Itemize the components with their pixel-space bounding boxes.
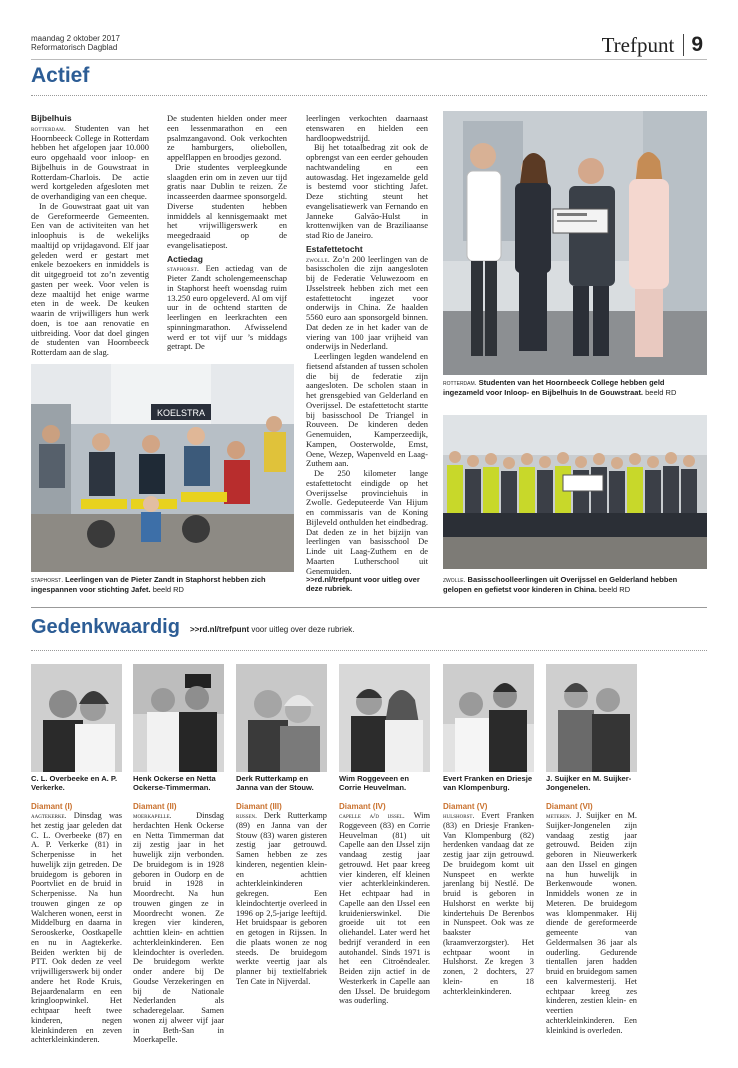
couple-names: J. Suijker en M. Suijker-Jongenelen. xyxy=(546,774,632,792)
caption-credit: beeld RD xyxy=(645,388,677,397)
paragraph: Evert Franken (83) en Driesje Franken-Van Klompenburg (82) herdenken vandaag dat ze zestig jaar zijn getrouwd. De bruidegom komt uit Nunspeet en werkte jarenlang bij Nestlé. De bruid is geboren in Hulshorst en werkte bij kindertehuis De Berenbos in Nunspeet. Ook was ze baakster (kraamverzorgster). Het echtpaar woont in Hulshorst. Ze kregen 3 zonen, 2 dochters, 27 klein- en 18 achterkleinkinderen. xyxy=(443,811,534,996)
anniversary-heading: Diamant (V) xyxy=(443,802,488,811)
gedenkwaardig-link-note xyxy=(190,625,355,634)
caption-staphorst xyxy=(31,575,295,594)
anniversary-heading: Diamant (IV) xyxy=(339,802,386,811)
paragraph: Dinsdag herdachten Henk Ockerse en Netta Timmerman dat zij zestig jaar in het huwelijk zijn verbonden. De bruidegom is in 1928 geboren in Oudorp en de bruid in 1928 in Moordrecht. Na hun trouwen gingen ze in Moordrecht wonen. Ze kregen vier kinderen, achttien klein- en achttien achterkleinkinderen. Een kleindochter is overleden. De bruidegom werkte onder andere bij De Goudse Verzekeringen en bij de Nationale Nederlanden als schaderegelaar. Samen wonen zij alweer vijf jaar in Beth-San in Moerkapelle. xyxy=(133,811,224,1045)
article-heading-bijbelhuis: Bijbelhuis xyxy=(31,113,72,123)
paragraph: Een actiedag van de Pieter Zandt scholengemeenschap in Staphorst heeft woensdag ruim 13.250 euro opgeleverd. Al om vijf uur in de ochtend startten de leerlingen en leerkrachten een spinningmarathon. Afwisselend werd er tot vijf uur ’s middags getrapt. De xyxy=(167,263,288,352)
paragraph: Zo’n 200 leerlingen van de basisscholen die zijn aangesloten bij de Federatie Veluwezoom en IJsselstreek hebben zich met een estafettetocht ingezet voor onderwijs in China. Ze haalden 5560 euro aan sponsorgeld binnen. Dat deden ze in het kader van de viering van 100 jaar vrijheid van onderwijs in Nederland. xyxy=(306,253,428,352)
anniversary-text xyxy=(443,811,534,996)
couple-card xyxy=(339,664,430,1006)
koelstra-banner: KOELSTRA xyxy=(156,408,206,418)
caption-credit: beeld RD xyxy=(598,585,631,594)
couple-names: C. L. Overbeeke en A. P. Verkerke. xyxy=(31,774,118,792)
paragraph: J. Suijker en M. Suijker-Jongenelen zijn vandaag zestig jaar getrouwd. Beiden zijn geboren in Nieuwerkerk aan den IJssel en gingen na hun huwelijk in Berkenwoude wonen. Inmiddels wonen ze in Meteren. De bruidegom was klompenmaker. Hij diende de gereformeerde gemeente van Geldermalsen 36 jaar als ouderling. Gedurende tientallen jaren hadden bruid en bruidegom samen een kalvermesterij. Het echtpaar kreeg zes kinderen, zestien klein- en veertien achterkleinkinderen. Een kleinkind is overleden. xyxy=(546,811,637,1035)
rubriek-link-text: voor uitleg over deze rubriek. xyxy=(249,625,355,634)
photo-zwolle-group xyxy=(443,415,707,569)
paragraph: De 250 kilometer lange estafettetocht eindigde op het Overijsselse provinciehuis in Zwolle. Gedeputeerde Van Hijum en commissaris van de Koning Bijleveld onthulden het eindbedrag. Dat deden ze in het bijzijn van leerlingen van basisschool De Linde uit Laag-Zuthem en de Maarten Lutherschool uit Genemuiden. xyxy=(306,468,428,576)
gedenkwaardig-title: Gedenkwaardig xyxy=(31,616,180,638)
paragraph: Dinsdag was het zestig jaar geleden dat C. L. Overbeeke (87) en A. P. Verkerke (81) in Scherpenisse in het huwelijk zijn getreden. De bruidegom is geboren in Poortvliet en de bruid in Scherpenisse. Na hun trouwen gingen ze op Walcheren wonen, eerst in Middelburg en daarna in Serooskerke, Oostkapelle en nu in Aagtekerke. Beiden werkten bij de PTT. Ook deden ze veel vrijwilligerswerk bij onder andere het Rode Kruis, Bejaardenalarm en een kringloopwinkel. Het echtpaar heeft twee kinderen, negen kleinkinderen en zeven achterkleinkinderen. xyxy=(31,811,122,1045)
paragraph: leerlingen verkochten daarnaast etenswaren en hielden een hardloopwedstrijd. xyxy=(306,113,428,143)
paragraph: Wim Roggeveen (83) en Corrie Heuvelman (81) uit Capelle aan den IJssel zijn vandaag zestig jaar getrouwd. Het paar kreeg vier kinderen, elf kleinen vier achterkleinkinderen. Het echtpaar had in Capelle aan den IJssel een kruidenierswinkel. Die groeide uit tot een oliehandel. Later werd het bedrijf veranderd in een autohandel. Sinds 1971 is het een Citroëndealer. Beiden zijn actief in de Westerkerk in Capelle aan den IJssel. De bruidegom was ouderling. xyxy=(339,811,430,1006)
caption-text: Studenten van het Hoornbeeck College hebben geld ingezameld voor Inloop- en Bijbelhuis In de Gouwstraat. xyxy=(443,378,665,397)
newspaper-name: Reformatorisch Dagblad xyxy=(31,43,118,52)
couple-card xyxy=(443,664,534,996)
dateline: hulshorst. xyxy=(443,811,475,820)
dateline: aagtekerke. xyxy=(31,811,67,820)
caption-text: >>rd.nl/trefpunt voor uitleg over deze rubriek. xyxy=(306,575,420,593)
paragraph: De studenten hielden onder meer een lessenmarathon en een psalmzangavond. Ook verkochten ze hamburgers, oliebollen, appelflappen en broodjes gezond. xyxy=(167,113,287,162)
dateline: staphorst. xyxy=(167,264,200,274)
issue-date: maandag 2 oktober 2017 xyxy=(31,34,120,43)
couple-names: Derk Rutterkamp en Janna van der Stouw. xyxy=(236,774,314,792)
article-heading-actiedag: Actiedag xyxy=(167,253,203,264)
couple-photo xyxy=(443,664,534,772)
caption-location: zwolle. xyxy=(443,577,466,584)
couple-card xyxy=(31,664,122,1045)
paragraph: Leerlingen legden wandelend en fietsend afstanden af tussen scholen die bij de federatie zijn aangesloten. De scholen staan in het grensgebied van Gelderland en Overijssel. De estafettetocht startte bij basisschool De Triangel in Rouveen. De kinderen deden Genemuiden, Kamperzeedijk, Kampen, Oosterwolde, Emst, Oene, Wezep, Wapenveld en Laag-Zuthem aan. xyxy=(306,351,428,469)
masthead-date xyxy=(31,34,120,52)
couple-photo xyxy=(31,664,122,772)
section-rule xyxy=(31,95,707,96)
couple-names: Evert Franken en Driesje van Klompenburg. xyxy=(443,774,533,792)
supplement-name: Trefpunt xyxy=(602,34,685,56)
dateline: rijssen. xyxy=(236,811,258,820)
caption-text: Leerlingen van de Pieter Zandt in Staphorst hebben zich ingespannen voor stichting Jafet. xyxy=(31,575,266,594)
paragraph: In de Gouwstraat gaat uit van de Gereformeerde Gemeenten. Een van de activiteiten van het inloophuis is de wekelijks maaltijd op vrijdagavond. Elf jaar geleden werd er gestart met enkele bezoekers en inmiddels is dit uitgegroeid tot zo’n zeventig gasten per week. Voor velen is deze maaltijd het enige warme eten in de week. De keuken waarin de vrijwilligers hun werk doen, is toe aan renovatie en uitbreiding. Voor dat doel gingen de studenten van Hoornbeeck Rotterdam aan de slag. xyxy=(31,200,149,357)
dateline: zwolle. xyxy=(306,254,330,264)
anniversary-text xyxy=(31,811,122,1045)
anniversary-heading: Diamant (II) xyxy=(133,802,177,811)
page-number: 9 xyxy=(691,33,703,56)
anniversary-text xyxy=(546,811,637,1035)
header-rule xyxy=(31,59,707,60)
anniversary-text xyxy=(236,811,327,987)
anniversary-heading: Diamant (III) xyxy=(236,802,282,811)
caption-rotterdam xyxy=(443,378,707,397)
article-heading-estafettetocht: Estafettetocht xyxy=(306,243,363,254)
caption-zwolle xyxy=(443,575,707,594)
couple-card xyxy=(133,664,224,1045)
anniversary-text xyxy=(133,811,224,1045)
paragraph: Bij het totaalbedrag zit ook de opbrengst van een eerder gehouden nachtwandeling en een autowasdag. Het ingezamelde geld is bestemd voor stichting Jafet. Deze stichting steunt het evangelisatiewerk van Fernando en Janneke Galvão-Hulst in krottenwijken van de Braziliaanse stad Rio de Janeiro. xyxy=(306,142,428,240)
couple-card xyxy=(546,664,637,1035)
paragraph: Studenten van het Hoornbeeck College in Rotterdam hebben het afgelopen jaar 10.000 euro opgehaald voor inloop- en Bijbelhuis in de Gouwstraat in Rotterdam-Charlois. De actie werd kortgeleden afgesloten met de overhandiging van een cheque. xyxy=(31,122,149,201)
photo-rotterdam-cheque xyxy=(443,111,707,375)
couple-photo xyxy=(236,664,327,772)
paragraph: Drie studentes verpleegkunde slaagden erin om in zeven uur tijd gratis naar Dublin te reizen. Ze incasseerden daarmee sponsorgeld. Diverse studenten hebben inmiddels al kennisgemaakt met het vrijwilligerswerk en meegedraaid op de evangelisatiepost. xyxy=(167,161,287,250)
dateline: rotterdam. xyxy=(31,123,66,133)
article-column-1 xyxy=(31,114,149,358)
article-column-2 xyxy=(167,114,287,352)
couple-photo xyxy=(133,664,224,772)
caption-location: staphorst. xyxy=(31,577,64,584)
anniversary-heading: Diamant (I) xyxy=(31,802,73,811)
dateline: meteren. xyxy=(546,811,572,820)
caption-location: rotterdam. xyxy=(443,380,477,387)
couple-photo xyxy=(339,664,430,772)
dateline: moerkapelle. xyxy=(133,811,172,820)
article-column-3 xyxy=(306,114,428,576)
anniversary-heading: Diamant (VI) xyxy=(546,802,593,811)
couple-names: Henk Ockerse en Netta Ockerse-Timmerman. xyxy=(133,774,216,792)
photo-staphorst-spinning xyxy=(31,364,294,572)
dateline: capelle a/d ijssel. xyxy=(339,811,405,820)
gedenkwaardig-dotrule xyxy=(31,650,707,651)
couple-card xyxy=(236,664,327,987)
caption-credit: beeld RD xyxy=(152,585,184,594)
caption-text: Basisschoolleerlingen uit Overijssel en Gelderland hebben gelopen en gefietst voor kinderen in China. xyxy=(443,575,678,594)
rubriek-link[interactable]: >>rd.nl/trefpunt xyxy=(190,625,250,634)
masthead-right xyxy=(602,32,703,58)
couple-names: Wim Roggeveen en Corrie Heuvelman. xyxy=(339,774,409,792)
section-title: Actief xyxy=(31,64,90,87)
caption-rubriek xyxy=(306,575,430,593)
gedenkwaardig-rule xyxy=(31,607,707,608)
anniversary-text xyxy=(339,811,430,1006)
couple-photo xyxy=(546,664,637,772)
paragraph: Derk Rutterkamp (89) en Janna van der Stouw (83) waren gisteren zestig jaar getrouwd. Samen hebben ze zes kinderen, negentien klein- en achttien achterkleinkinderen gekregen. Een kleindochtertje overleed in 1996 op 2,5-jarige leeftijd. Het bruidspaar is geboren en getogen in Rijssen. In die plaats wonen ze nog steeds. De bruidegom werkte veertig jaar als planner bij textielfabriek Ten Cate in Nijverdal. xyxy=(236,811,327,986)
